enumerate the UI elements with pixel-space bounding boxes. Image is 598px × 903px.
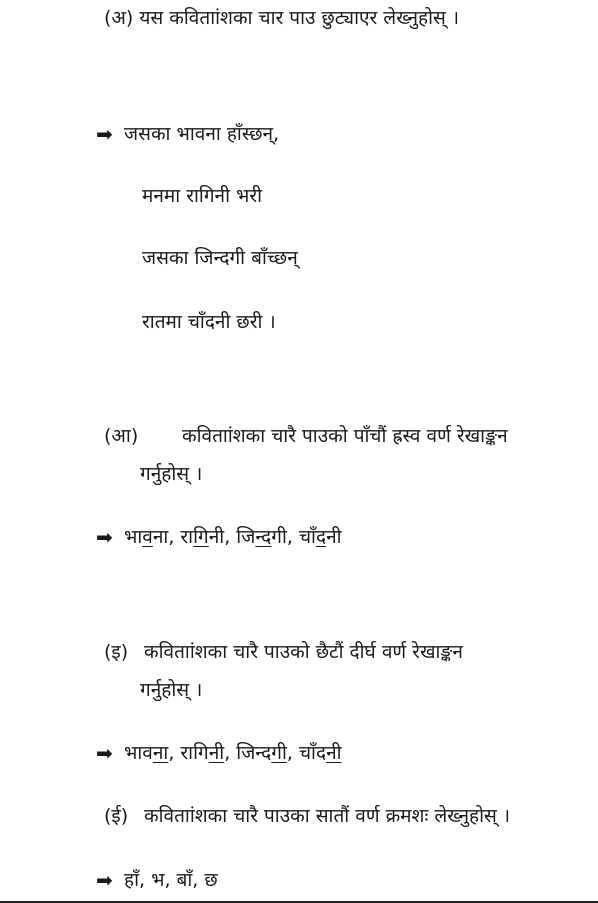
question-d-text: कविताांशका चारै पाउका सातौं वर्ण क्रमशः लेख्नुहोस् । [144,805,511,827]
answer-c-word: रागिनी, [180,742,237,764]
answer-a-line-1: जसका भावना हाँस्छन्, [124,123,280,145]
arrow-icon: ➡ [96,122,113,146]
question-c-line-1: कविताांशका चारै पाउको छैटौं दीर्घ वर्ण रेखाङ्कन [144,641,463,663]
arrow-icon: ➡ [96,868,113,892]
question-d-label: (ई) [104,805,129,827]
question-c-line-2: गर्नुहोस् । [140,679,203,701]
answer-b-word: चाँदनी [298,526,342,548]
question-b-label: (आ) [104,425,139,447]
answer-b [124,525,342,549]
answer-b-word: भावना, [124,526,181,548]
arrow-icon: ➡ [96,525,113,549]
answer-b-word: जिन्दगी, [236,526,299,548]
question-b-line-2: गर्नुहोस् । [140,463,203,485]
answer-d: हाँ, भ, बाँ, छ [124,869,218,891]
question-b-line-1: कविताांशका चारै पाउको पाँचौं ह्रस्व वर्ण रेखाङ्कन [182,425,508,447]
answer-a-line-4: रातमा चाँदनी छरी । [142,311,276,333]
question-a: (अ) यस कविताांशका चार पाउ छुट्याएर लेख्नुहोस् । [104,7,460,29]
answer-a-line-2: मनमा रागिनी भरी [142,185,263,207]
answer-a-line-3: जसका जिन्दगी बाँच्छन् [142,247,298,269]
answer-c-word: जिन्दगी, [236,742,299,764]
question-c-label: (इ) [104,641,129,663]
answer-c-word: भावना, [124,742,181,764]
answer-c-word: चाँदनी [298,742,342,764]
answer-b-word: रागिनी, [180,526,237,548]
arrow-icon: ➡ [96,741,113,765]
answer-c [124,741,342,765]
